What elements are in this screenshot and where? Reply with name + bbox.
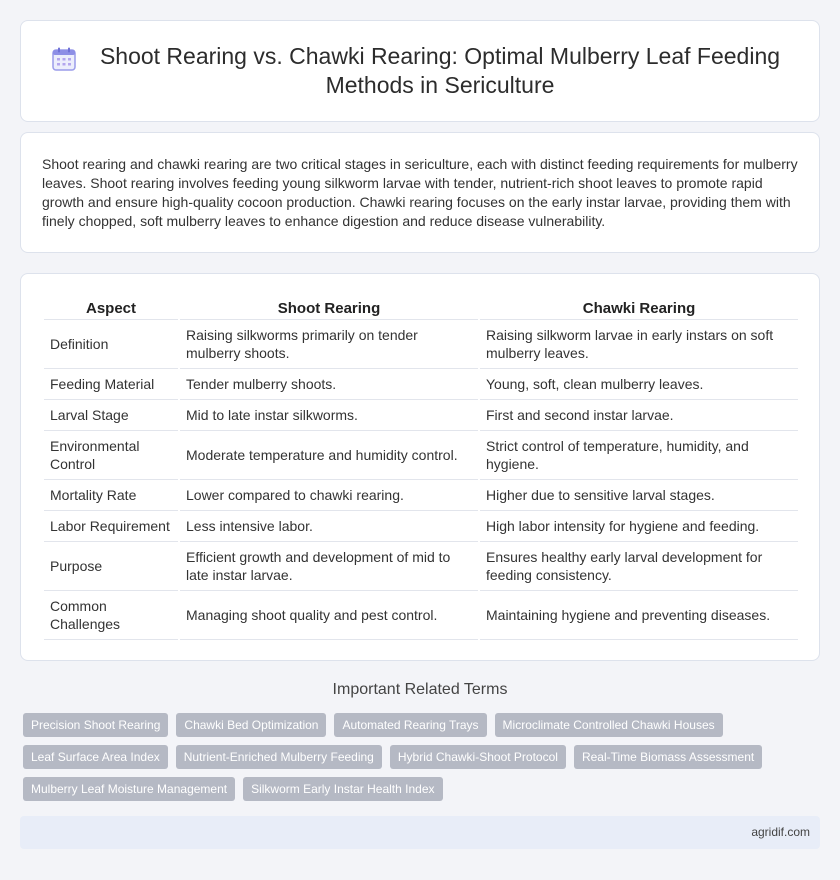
aspect-cell: Environmental Control bbox=[44, 431, 178, 480]
chawki-cell: First and second instar larvae. bbox=[480, 400, 798, 431]
related-term-tag[interactable]: Hybrid Chawki-Shoot Protocol bbox=[390, 745, 566, 769]
chawki-cell: Young, soft, clean mulberry leaves. bbox=[480, 369, 798, 400]
chawki-cell: Ensures healthy early larval development for feeding consistency. bbox=[480, 542, 798, 591]
aspect-cell: Larval Stage bbox=[44, 400, 178, 431]
related-term-tag[interactable]: Microclimate Controlled Chawki Houses bbox=[495, 713, 723, 737]
aspect-cell: Labor Requirement bbox=[44, 511, 178, 542]
table-row bbox=[44, 542, 798, 591]
shoot-cell: Raising silkworms primarily on tender mulberry shoots. bbox=[180, 320, 478, 369]
shoot-cell: Efficient growth and development of mid to late instar larvae. bbox=[180, 542, 478, 591]
shoot-cell: Tender mulberry shoots. bbox=[180, 369, 478, 400]
page-title: Shoot Rearing vs. Chawki Rearing: Optimal Mulberry Leaf Feeding Methods in Sericulture bbox=[99, 43, 781, 98]
table-row bbox=[44, 511, 798, 542]
shoot-cell: Mid to late instar silkworms. bbox=[180, 400, 478, 431]
table-row bbox=[44, 591, 798, 640]
related-term-tag[interactable]: Silkworm Early Instar Health Index bbox=[243, 777, 442, 801]
shoot-cell: Less intensive labor. bbox=[180, 511, 478, 542]
aspect-cell: Common Challenges bbox=[44, 591, 178, 640]
comparison-table bbox=[42, 294, 800, 640]
related-term-tag[interactable]: Chawki Bed Optimization bbox=[176, 713, 326, 737]
footer-site-link[interactable]: agridif.com bbox=[751, 825, 810, 839]
header-aspect: Aspect bbox=[44, 294, 178, 320]
footer-bar bbox=[20, 816, 820, 849]
chawki-cell: Strict control of temperature, humidity, and hygiene. bbox=[480, 431, 798, 480]
chawki-cell: Raising silkworm larvae in early instars on soft mulberry leaves. bbox=[480, 320, 798, 369]
table-row bbox=[44, 400, 798, 431]
aspect-cell: Definition bbox=[44, 320, 178, 369]
aspect-cell: Purpose bbox=[44, 542, 178, 591]
intro-paragraph: Shoot rearing and chawki rearing are two critical stages in sericulture, each with distinct feeding requirements for mulberry leaves. Shoot rearing involves feeding young silkworm larvae with tender, nutrient-rich shoot leaves to promote rapid growth and ensure high-quality cocoon production. Chawki rearing focuses on the early instar larvae, providing them with finely chopped, soft mulberry leaves to enhance digestion and reduce disease vulnerability. bbox=[42, 156, 798, 229]
table-row bbox=[44, 431, 798, 480]
related-term-tag[interactable]: Nutrient-Enriched Mulberry Feeding bbox=[176, 745, 382, 769]
table-header-row bbox=[44, 294, 798, 320]
chawki-cell: High labor intensity for hygiene and feeding. bbox=[480, 511, 798, 542]
related-term-tag[interactable]: Automated Rearing Trays bbox=[334, 713, 486, 737]
shoot-cell: Moderate temperature and humidity control. bbox=[180, 431, 478, 480]
shoot-cell: Lower compared to chawki rearing. bbox=[180, 480, 478, 511]
related-terms-list bbox=[23, 713, 783, 801]
header-shoot-rearing: Shoot Rearing bbox=[180, 294, 478, 320]
related-term-tag[interactable]: Real-Time Biomass Assessment bbox=[574, 745, 762, 769]
related-terms-title: Important Related Terms bbox=[332, 681, 508, 698]
related-term-tag[interactable]: Precision Shoot Rearing bbox=[23, 713, 168, 737]
chawki-cell: Higher due to sensitive larval stages. bbox=[480, 480, 798, 511]
table-row bbox=[44, 369, 798, 400]
table-row bbox=[44, 320, 798, 369]
chawki-cell: Maintaining hygiene and preventing diseases. bbox=[480, 591, 798, 640]
related-term-tag[interactable]: Leaf Surface Area Index bbox=[23, 745, 168, 769]
aspect-cell: Mortality Rate bbox=[44, 480, 178, 511]
table-row bbox=[44, 480, 798, 511]
title-card bbox=[20, 20, 820, 122]
comparison-card bbox=[20, 273, 820, 661]
related-term-tag[interactable]: Mulberry Leaf Moisture Management bbox=[23, 777, 235, 801]
header-chawki-rearing: Chawki Rearing bbox=[480, 294, 798, 320]
aspect-cell: Feeding Material bbox=[44, 369, 178, 400]
intro-card bbox=[20, 132, 820, 253]
shoot-cell: Managing shoot quality and pest control. bbox=[180, 591, 478, 640]
